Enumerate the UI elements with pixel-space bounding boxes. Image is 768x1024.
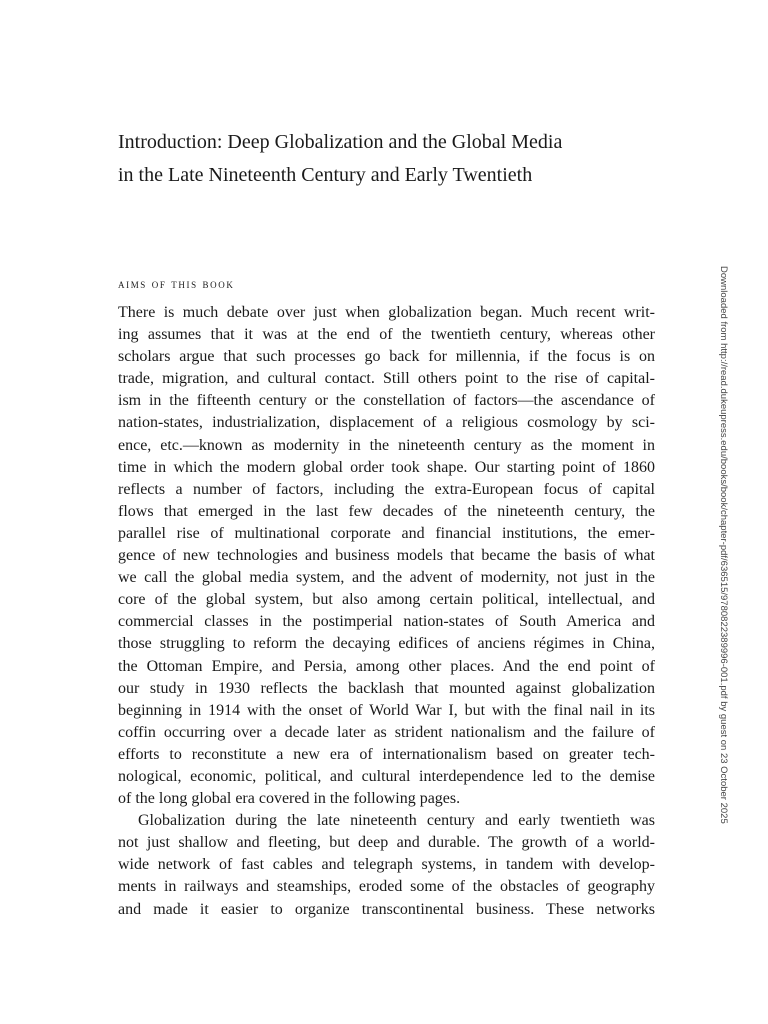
text-line: flows that emerged in the last few decades of the nineteenth century, the — [118, 502, 655, 520]
chapter-title-line-2: in the Late Nineteenth Century and Early Twentieth — [118, 164, 533, 186]
text-line: coffin occurring over a decade later as strident nationalism and the failure of — [118, 723, 655, 741]
chapter-title — [118, 126, 678, 192]
text-line: efforts to reconstitute a new era of internationalism based on greater tech- — [118, 745, 655, 763]
text-line: we call the global media system, and the advent of modernity, not just in the — [118, 569, 655, 587]
text-line: of the long global era covered in the following pages. — [118, 790, 461, 808]
text-line: those struggling to reform the decaying edifices of anciens régimes in China, — [118, 635, 655, 653]
text-line: ing assumes that it was at the end of the twentieth century, whereas other — [118, 326, 655, 344]
text-line: core of the global system, but also among certain political, intellectual, and — [118, 591, 655, 609]
download-watermark — [716, 266, 730, 824]
text-line: not just shallow and fleeting, but deep and durable. The growth of a world- — [118, 834, 655, 852]
text-line: gence of new technologies and business models that became the basis of what — [118, 547, 655, 565]
text-line: beginning in 1914 with the onset of World War I, but with the final nail in its — [118, 701, 655, 719]
body-text — [118, 302, 655, 921]
text-line: trade, migration, and cultural contact. Still others point to the rise of capital- — [118, 370, 655, 388]
text-line: and made it easier to organize transcontinental business. These networks — [118, 900, 655, 918]
text-line: our study in 1930 reflects the backlash that mounted against globalization — [118, 679, 655, 697]
chapter-title-line-1: Introduction: Deep Globalization and the Global Media — [118, 131, 563, 153]
text-line: parallel rise of multinational corporate and financial institutions, the emer- — [118, 524, 655, 542]
text-line: ism in the fifteenth century or the constellation of factors—the ascendance of — [118, 392, 655, 410]
paragraph-2 — [118, 810, 655, 920]
text-line: wide network of fast cables and telegraph systems, in tandem with develop- — [118, 856, 655, 874]
paragraph-1 — [118, 302, 655, 810]
text-line: Globalization during the late nineteenth century and early twentieth was — [138, 812, 655, 830]
text-line: ence, etc.—known as modernity in the nineteenth century as the moment in — [118, 436, 655, 454]
text-line: ments in railways and steamships, eroded some of the obstacles of geography — [118, 878, 655, 896]
section-heading: aims of this book — [118, 276, 235, 291]
text-line: reflects a number of factors, including the extra-European focus of capital — [118, 480, 655, 498]
text-line: the Ottoman Empire, and Persia, among other places. And the end point of — [118, 657, 655, 675]
download-watermark-text: Downloaded from http://read.dukeupress.edu/books/book/chapter-pdf/636515/9780822389996-001.pdf by guest on 23 October 2025 — [718, 266, 729, 824]
text-line: scholars argue that such processes go back for millennia, if the focus is on — [118, 348, 655, 366]
text-line: nological, economic, political, and cultural interdependence led to the demise — [118, 767, 655, 785]
text-line: time in which the modern global order took shape. Our starting point of 1860 — [118, 458, 655, 476]
text-line: commercial classes in the postimperial nation-states of South America and — [118, 613, 655, 631]
text-line: nation-states, industrialization, displacement of a religious cosmology by sci- — [118, 414, 655, 432]
text-line: There is much debate over just when globalization began. Much recent writ- — [118, 304, 655, 321]
